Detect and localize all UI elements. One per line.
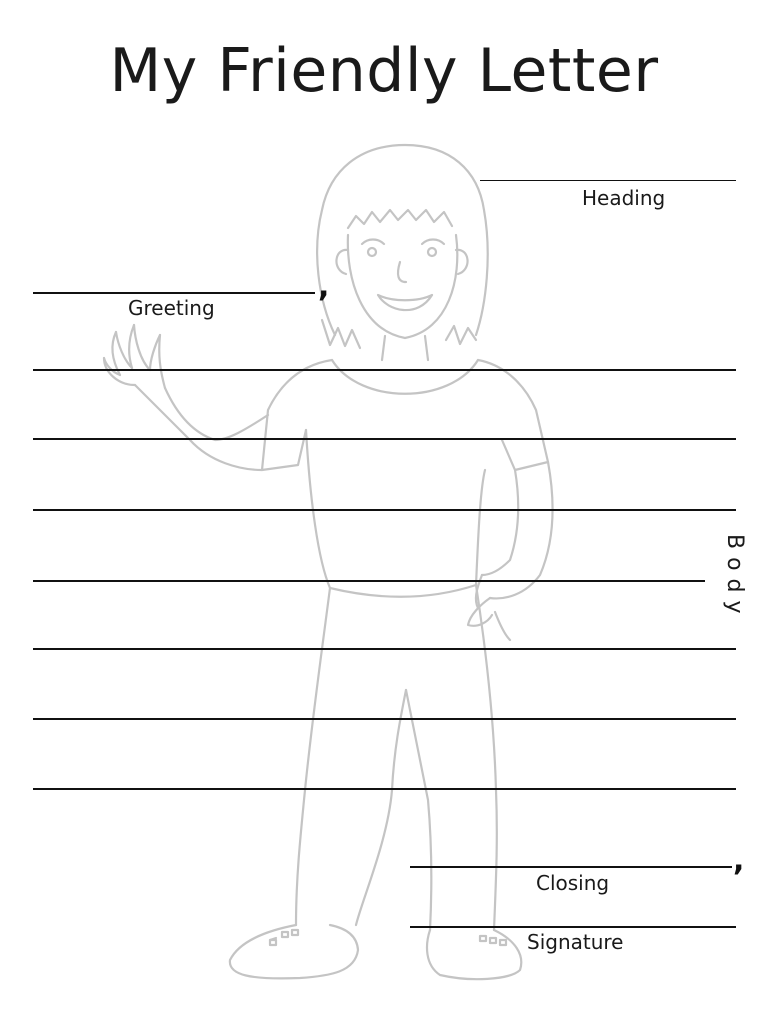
- body-line[interactable]: [33, 369, 736, 371]
- body-line[interactable]: [33, 718, 736, 720]
- body-line[interactable]: [33, 438, 736, 440]
- body-line[interactable]: [33, 648, 736, 650]
- signature-line[interactable]: [410, 926, 736, 928]
- closing-line[interactable]: [410, 866, 732, 868]
- body-line[interactable]: [33, 788, 736, 790]
- body-label: Body: [722, 534, 747, 622]
- closing-label: Closing: [536, 871, 610, 895]
- greeting-line[interactable]: [33, 292, 315, 294]
- greeting-comma: ,: [318, 269, 330, 304]
- page-title: My Friendly Letter: [109, 36, 659, 106]
- body-line[interactable]: [33, 580, 705, 582]
- heading-line[interactable]: [480, 180, 736, 181]
- closing-comma: ,: [733, 843, 745, 878]
- heading-label: Heading: [582, 186, 666, 210]
- body-line[interactable]: [33, 509, 736, 511]
- greeting-label: Greeting: [128, 296, 215, 320]
- signature-label: Signature: [527, 930, 624, 954]
